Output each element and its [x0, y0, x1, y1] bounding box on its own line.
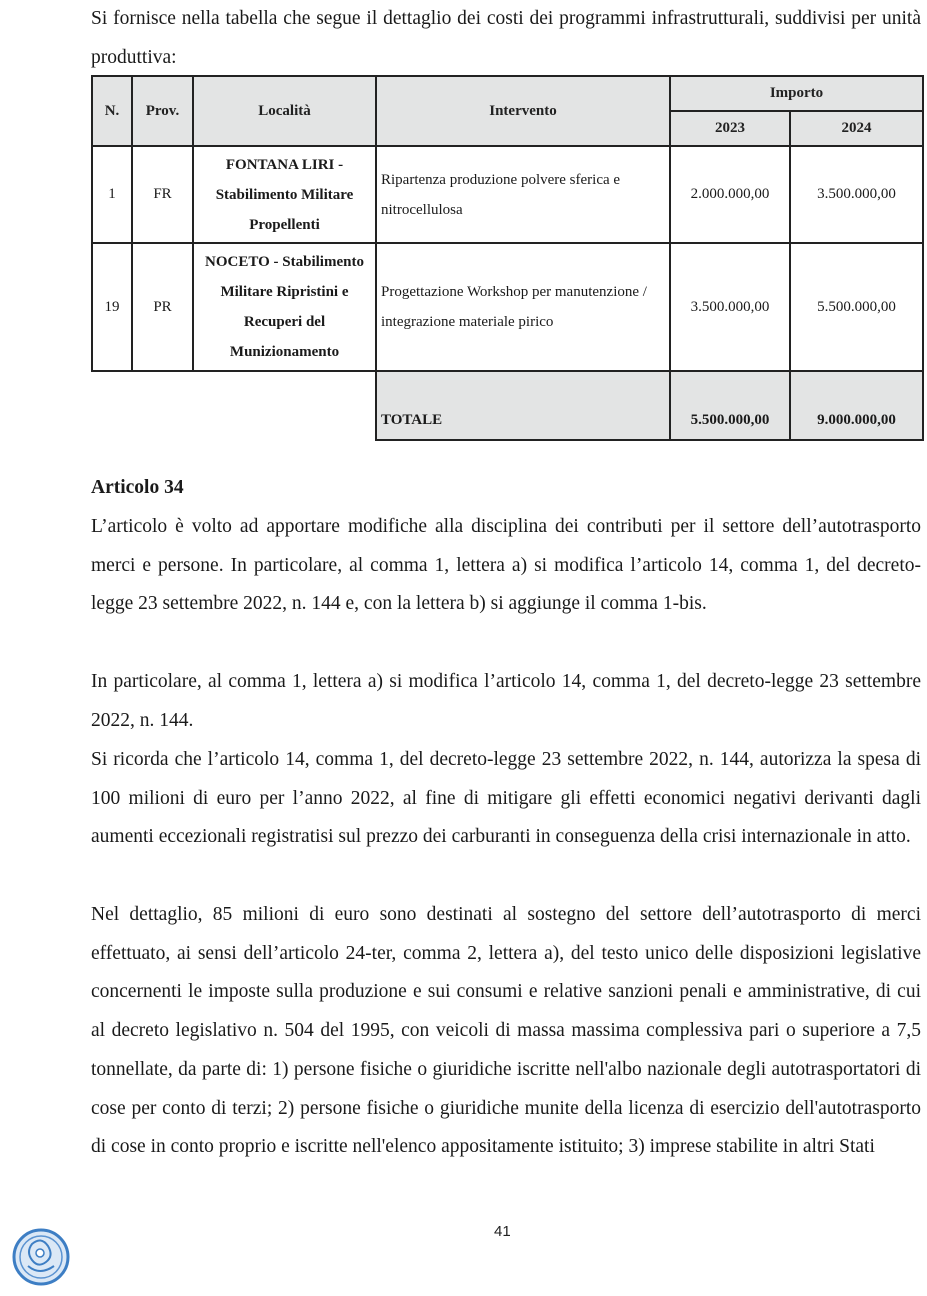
seal-logo-icon [10, 1226, 72, 1288]
total-label: TOTALE [376, 371, 670, 440]
article-paragraph-1: L’articolo è volto ad apportare modifiche alla disciplina dei contributi per il settore dell’autotrasporto merci e persone. In particolare, al comma 1, lettera a) si modifica l’articolo 14, comma 1, del decreto-legge 23 settembre 2022, n. 144 e, con la lettera b) si aggiunge il comma 1-bis. [91, 516, 921, 615]
article-heading: Articolo 34 [91, 477, 184, 498]
cell-2023: 2.000.000,00 [670, 146, 790, 243]
table-row [92, 243, 923, 371]
article-paragraph-4: Nel dettaglio, 85 milioni di euro sono destinati al sostegno del settore dell’autotrasporto di merci effettuato, ai sensi dell’articolo 24-ter, comma 2, lettera a), del testo unico delle disposizioni legislative concernenti le imposte sulla produzione e sui consumi e relative sanzioni penali e amministrative, di cui al decreto legislativo n. 504 del 1995, con veicoli di massa massima complessiva pari o superiore a 7,5 tonnellate, da parte di: 1) persone fisiche o giuridiche iscritte nell'albo nazionale degli autotrasportatori di cose per conto di terzi; 2) persone fisiche o giuridiche munite della licenza di esercizio dell'autotrasporto di cose in conto proprio e iscritte nell'elenco appositamente istituito; 3) imprese stabilite in altri Stati [91, 904, 921, 1158]
table-row [92, 146, 923, 243]
header-n: N. [92, 76, 132, 146]
cell-2024: 5.500.000,00 [790, 243, 923, 371]
cell-n: 19 [92, 243, 132, 371]
table-header-row [92, 76, 923, 111]
header-year-2023: 2023 [670, 111, 790, 146]
header-importo: Importo [670, 76, 923, 111]
page-number: 41 [494, 1223, 511, 1240]
costs-table [91, 75, 924, 441]
cell-intervento: Progettazione Workshop per manutenzione / integrazione materiale pirico [376, 243, 670, 371]
cell-2023: 3.500.000,00 [670, 243, 790, 371]
cell-n: 1 [92, 146, 132, 243]
table-total-row [92, 371, 923, 440]
article-paragraph-3: Si ricorda che l’articolo 14, comma 1, del decreto-legge 23 settembre 2022, n. 144, autorizza la spesa di 100 milioni di euro per l’anno 2022, al fine di mitigare gli effetti economici negativi derivanti dagli aumenti eccezionali registratisi sul prezzo dei carburanti in conseguenza della crisi internazionale in atto. [91, 749, 921, 848]
cell-localita: NOCETO - Stabilimento Militare Ripristini e Recuperi del Munizionamento [193, 243, 376, 371]
intro-paragraph: Si fornisce nella tabella che segue il dettaglio dei costi dei programmi infrastrutturali, suddivisi per unità produttiva: [91, 8, 921, 68]
header-prov: Prov. [132, 76, 193, 146]
cell-intervento: Ripartenza produzione polvere sferica e nitrocellulosa [376, 146, 670, 243]
total-2023: 5.500.000,00 [670, 371, 790, 440]
cell-prov: PR [132, 243, 193, 371]
cell-localita: FONTANA LIRI - Stabilimento Militare Propellenti [193, 146, 376, 243]
header-intervento: Intervento [376, 76, 670, 146]
header-year-2024: 2024 [790, 111, 923, 146]
header-localita: Località [193, 76, 376, 146]
total-2024: 9.000.000,00 [790, 371, 923, 440]
cell-prov: FR [132, 146, 193, 243]
cell-2024: 3.500.000,00 [790, 146, 923, 243]
article-paragraph-2: In particolare, al comma 1, lettera a) si modifica l’articolo 14, comma 1, del decreto-legge 23 settembre 2022, n. 144. [91, 671, 921, 731]
total-spacer [92, 371, 376, 440]
